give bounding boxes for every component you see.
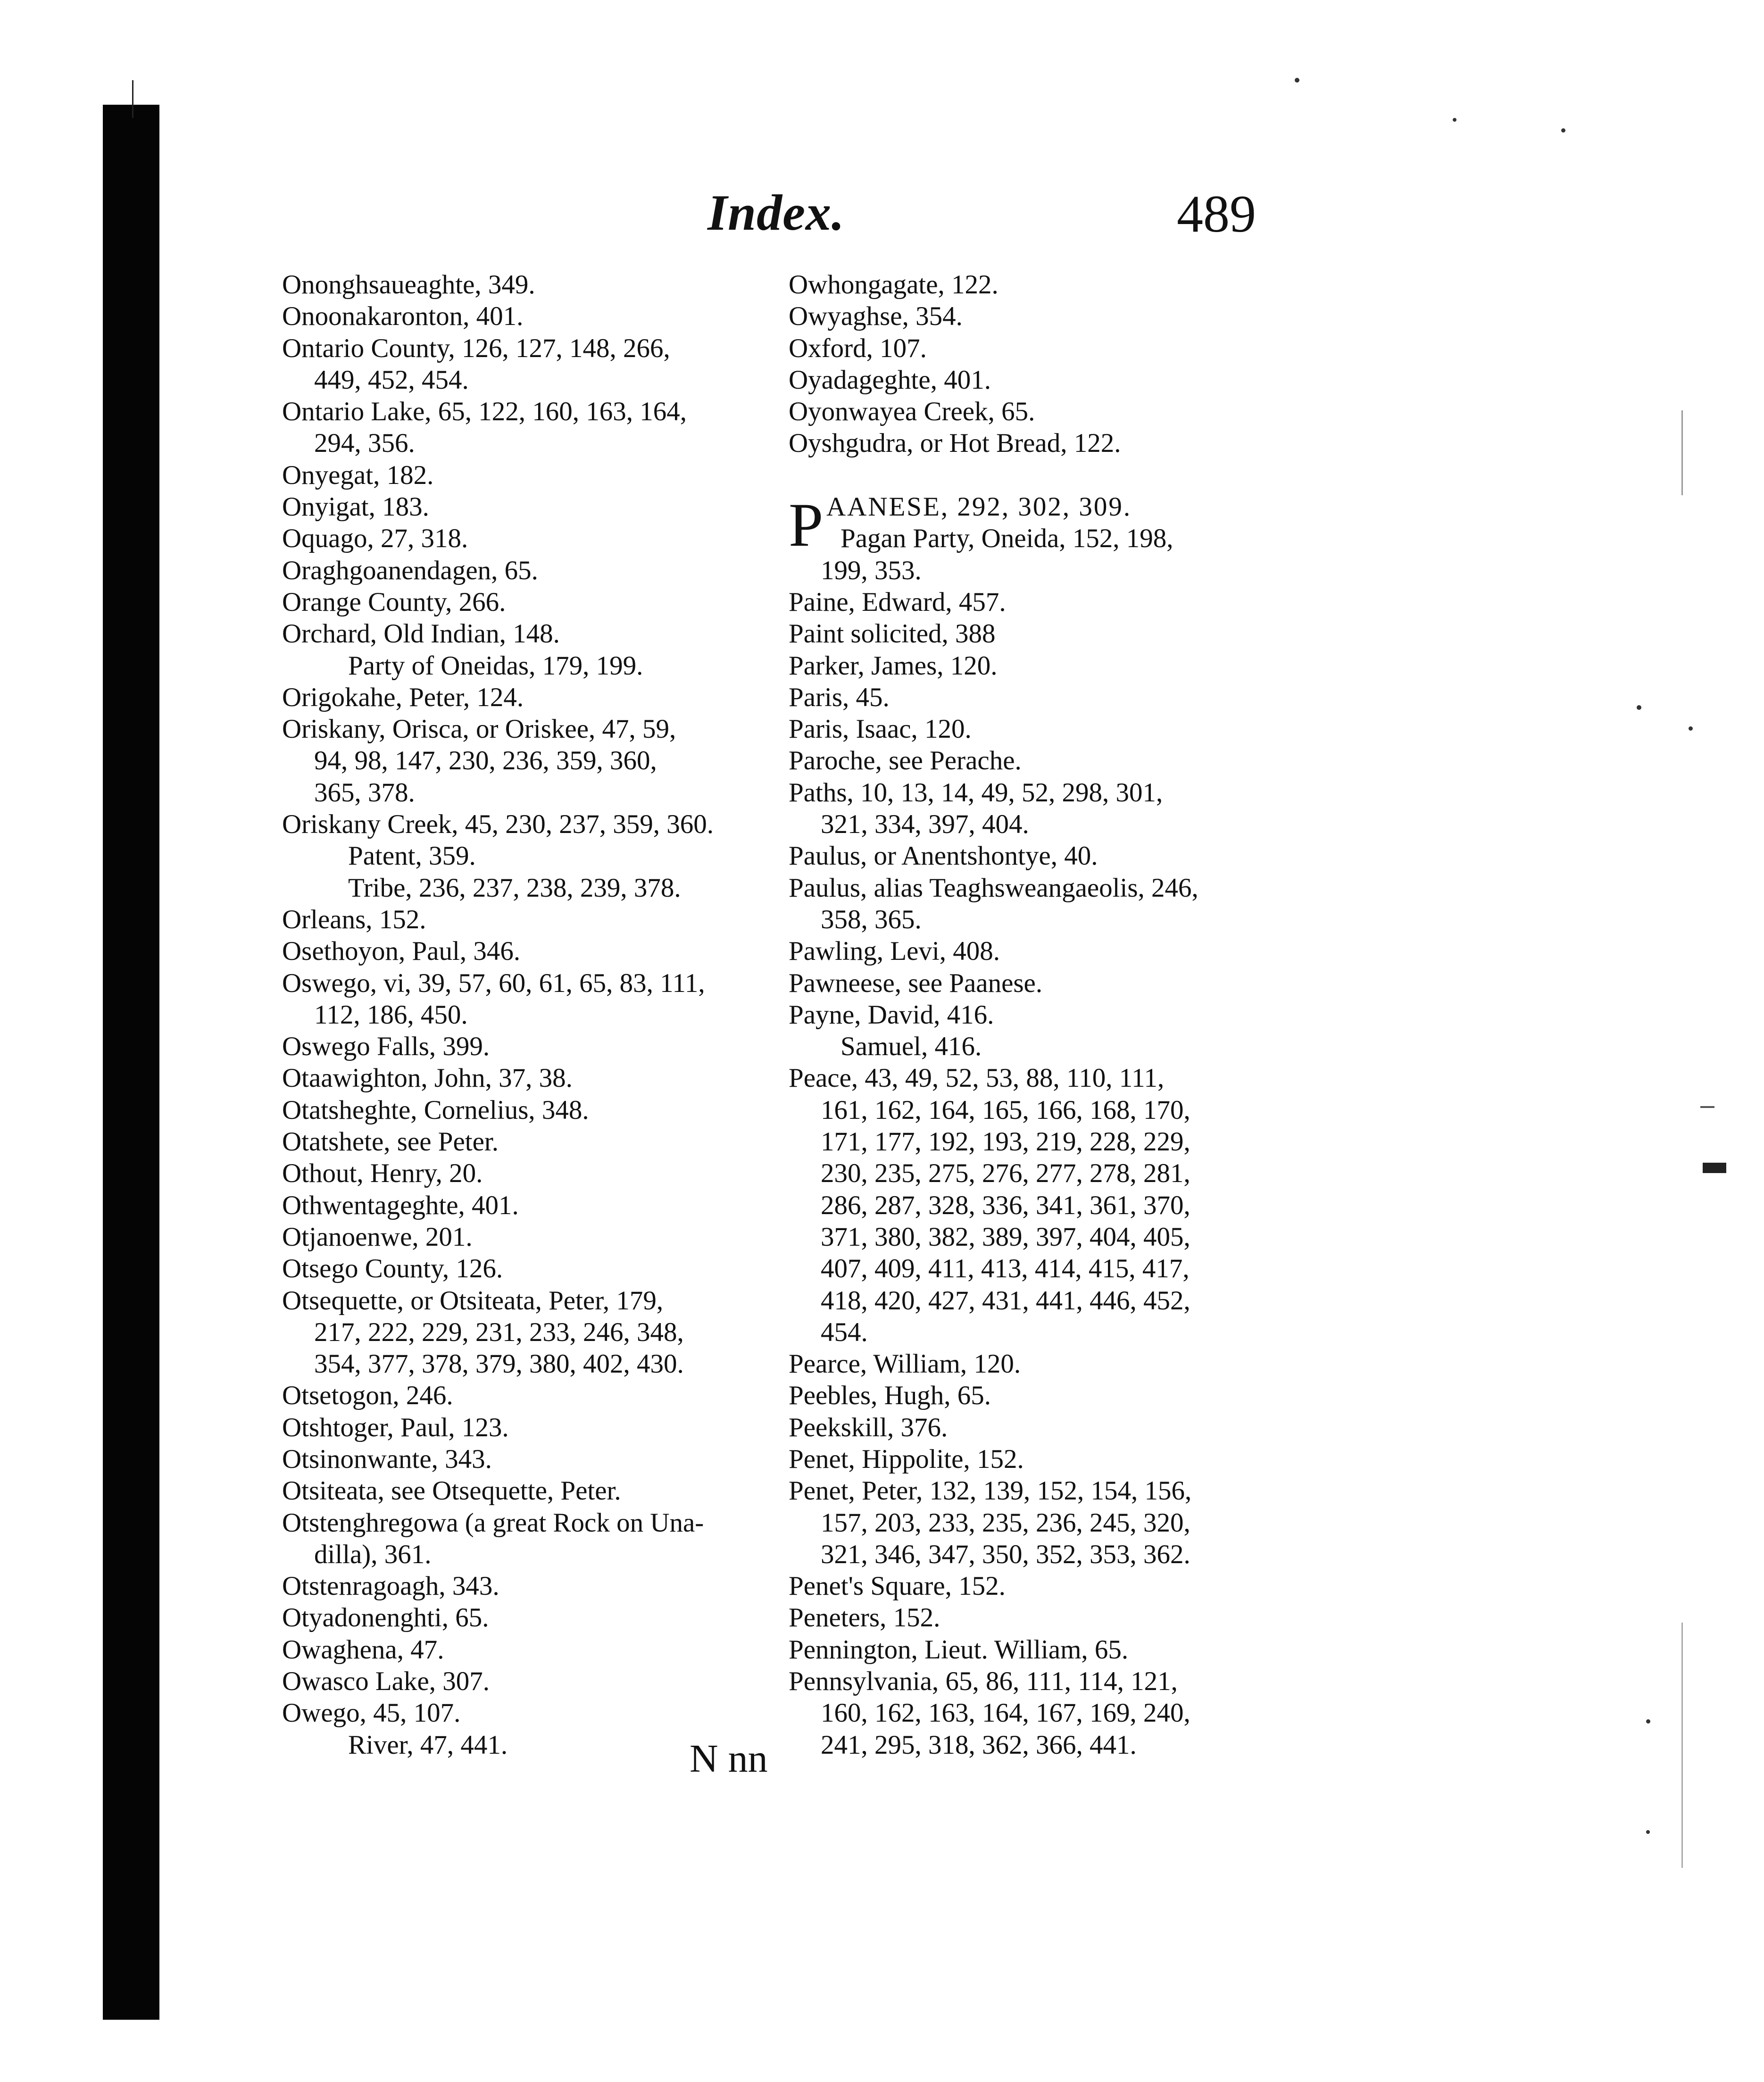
drop-cap-letter: P xyxy=(789,490,824,560)
index-entry: Orange County, 266. xyxy=(282,587,506,617)
scan-tick xyxy=(1681,1623,1683,1868)
index-entry: Peneters, 152. xyxy=(789,1603,940,1633)
index-entry: Paths, 10, 13, 14, 49, 52, 298, 301, xyxy=(789,777,1163,808)
scan-speck xyxy=(1646,1719,1650,1724)
index-entry: Otaawighton, John, 37, 38. xyxy=(282,1063,573,1093)
index-entry: Paulus, or Anentshontye, 40. xyxy=(789,841,1098,871)
scan-speck xyxy=(1453,118,1456,122)
index-entry-continuation: 365, 378. xyxy=(314,777,415,808)
index-entry: Oriskany, Orisca, or Oriskee, 47, 59, xyxy=(282,714,676,744)
page-edge-mark xyxy=(132,80,133,118)
index-entry: Pearce, William, 120. xyxy=(789,1349,1021,1379)
index-entry: AANESE, 292, 302, 309. xyxy=(826,492,1132,522)
index-entry-continuation: 171, 177, 192, 193, 219, 228, 229, xyxy=(821,1127,1190,1157)
index-entry: Otsetogon, 246. xyxy=(282,1381,453,1411)
index-entry: Paris, 45. xyxy=(789,682,890,712)
index-block-p-entries xyxy=(789,523,1284,1761)
index-entry: Otshtoger, Paul, 123. xyxy=(282,1412,509,1442)
index-entry: Pawneese, see Paanese. xyxy=(789,968,1043,998)
index-entry: Otsequette, or Otsiteata, Peter, 179, xyxy=(282,1285,664,1316)
index-entry: Orleans, 152. xyxy=(282,904,426,934)
scan-tick xyxy=(1700,1106,1714,1108)
index-entry: Origokahe, Peter, 124. xyxy=(282,682,524,712)
index-entry: Pennington, Lieut. William, 65. xyxy=(789,1634,1129,1665)
index-entry: Owasco Lake, 307. xyxy=(282,1666,490,1697)
index-entry: Otsego County, 126. xyxy=(282,1254,503,1284)
index-entry: Penet's Square, 152. xyxy=(789,1571,1006,1601)
scan-speck xyxy=(1646,1830,1650,1834)
page-title: Index. xyxy=(707,185,845,241)
index-entry: Otsinonwante, 343. xyxy=(282,1444,492,1474)
index-entry: Parker, James, 120. xyxy=(789,650,998,681)
index-entry: Otjanoenwe, 201. xyxy=(282,1222,473,1252)
signature-mark: N nn xyxy=(690,1737,768,1781)
index-subentry: Patent, 359. xyxy=(348,841,476,871)
index-subentry: River, 47, 441. xyxy=(348,1730,508,1760)
index-entry-continuation: 112, 186, 450. xyxy=(314,999,468,1030)
index-entry: Oriskany Creek, 45, 230, 237, 359, 360. xyxy=(282,809,714,840)
index-entry: Oquago, 27, 318. xyxy=(282,524,468,554)
scan-tick xyxy=(1703,1163,1726,1173)
index-entry: Oyshgudra, or Hot Bread, 122. xyxy=(789,428,1121,458)
index-entry: Otatshete, see Peter. xyxy=(282,1127,499,1157)
index-entry-continuation: 94, 98, 147, 230, 236, 359, 360, xyxy=(314,746,657,776)
index-entry: Peekskill, 376. xyxy=(789,1412,948,1442)
index-entry-continuation: 358, 365. xyxy=(821,904,922,934)
index-entry-continuation: 354, 377, 378, 379, 380, 402, 430. xyxy=(314,1349,684,1379)
index-entry-continuation: 294, 356. xyxy=(314,428,415,458)
index-subentry: Party of Oneidas, 179, 199. xyxy=(348,650,643,681)
index-entry: Othwentageghte, 401. xyxy=(282,1190,519,1220)
binding-shadow xyxy=(103,105,159,2020)
scan-speck xyxy=(1637,705,1641,710)
index-entry-continuation: 157, 203, 233, 235, 236, 245, 320, xyxy=(821,1507,1190,1538)
index-subentry: Tribe, 236, 237, 238, 239, 378. xyxy=(348,873,681,903)
index-entry: Paris, Isaac, 120. xyxy=(789,714,972,744)
index-entry: Otyadonenghti, 65. xyxy=(282,1603,489,1633)
index-entry: Penet, Hippolite, 152. xyxy=(789,1444,1024,1474)
index-entry: Owhongagate, 122. xyxy=(789,270,998,300)
index-entry: Orchard, Old Indian, 148. xyxy=(282,619,560,649)
scan-speck xyxy=(1295,78,1299,83)
index-entry: Ontario Lake, 65, 122, 160, 163, 164, xyxy=(282,397,687,427)
index-column-left xyxy=(282,269,768,1761)
index-entry-continuation: 217, 222, 229, 231, 233, 246, 348, xyxy=(314,1317,684,1347)
index-entry-continuation: 286, 287, 328, 336, 341, 361, 370, xyxy=(821,1190,1190,1220)
index-entry-continuation: 407, 409, 411, 413, 414, 415, 417, xyxy=(821,1254,1190,1284)
index-entry: Ononghsaueaghte, 349. xyxy=(282,270,535,300)
index-entry: Oswego Falls, 399. xyxy=(282,1032,490,1062)
index-entry: Oxford, 107. xyxy=(789,333,927,363)
index-entry: Pennsylvania, 65, 86, 111, 114, 121, xyxy=(789,1666,1178,1697)
index-entry: Paroche, see Perache. xyxy=(789,746,1022,776)
index-entry: Otsiteata, see Otsequette, Peter. xyxy=(282,1476,621,1506)
index-block-o-entries xyxy=(789,269,1284,459)
index-entry: Payne, David, 416. xyxy=(789,999,994,1030)
index-column-right xyxy=(789,269,1284,1761)
index-entry: Othout, Henry, 20. xyxy=(282,1158,483,1189)
index-entry: Paine, Edward, 457. xyxy=(789,587,1006,617)
index-entry: Oyonwayea Creek, 65. xyxy=(789,397,1035,427)
index-subentry: Pagan Party, Oneida, 152, 198, xyxy=(840,524,1173,554)
index-entry: Otstenragoagh, 343. xyxy=(282,1571,499,1601)
index-entry-continuation: 418, 420, 427, 431, 441, 446, 452, xyxy=(821,1285,1190,1316)
index-entry-continuation: 199, 353. xyxy=(821,555,922,585)
index-entry-continuation: 321, 346, 347, 350, 352, 353, 362. xyxy=(821,1539,1190,1569)
index-entry: Peebles, Hugh, 65. xyxy=(789,1381,991,1411)
index-entry: Oraghgoanendagen, 65. xyxy=(282,555,538,585)
section-gap xyxy=(789,459,1284,491)
page-number: 489 xyxy=(1177,185,1256,243)
index-entry-continuation: 230, 235, 275, 276, 277, 278, 281, xyxy=(821,1158,1190,1189)
index-entry-continuation: 454. xyxy=(821,1317,868,1347)
scan-speck xyxy=(1689,726,1693,731)
index-entry-continuation: 241, 295, 318, 362, 366, 441. xyxy=(821,1730,1137,1760)
index-entry: Paulus, alias Teaghsweangaeolis, 246, xyxy=(789,873,1198,903)
index-entry-continuation: 160, 162, 163, 164, 167, 169, 240, xyxy=(821,1698,1190,1728)
index-entry: Paint solicited, 388 xyxy=(789,619,996,649)
index-entry-continuation: dilla), 361. xyxy=(314,1539,432,1569)
index-entry: Penet, Peter, 132, 139, 152, 154, 156, xyxy=(789,1476,1192,1506)
index-entry: Otatsheghte, Cornelius, 348. xyxy=(282,1095,589,1125)
index-entry-continuation: 161, 162, 164, 165, 166, 168, 170, xyxy=(821,1095,1190,1125)
index-entry-continuation: 321, 334, 397, 404. xyxy=(821,809,1029,840)
index-entry: Onyigat, 183. xyxy=(282,492,429,522)
index-entry: Oyadageghte, 401. xyxy=(789,365,991,395)
index-entry: Owego, 45, 107. xyxy=(282,1698,461,1728)
index-entry: Owaghena, 47. xyxy=(282,1634,444,1665)
index-entry-continuation: 449, 452, 454. xyxy=(314,365,469,395)
scan-speck xyxy=(1561,128,1565,133)
index-entry: Osethoyon, Paul, 346. xyxy=(282,936,521,966)
index-entry: Peace, 43, 49, 52, 53, 88, 110, 111, xyxy=(789,1063,1165,1093)
index-subentry: Samuel, 416. xyxy=(840,1032,982,1062)
scan-tick xyxy=(1681,410,1683,495)
index-entry: Pawling, Levi, 408. xyxy=(789,936,1000,966)
index-entry: Oswego, vi, 39, 57, 60, 61, 65, 83, 111, xyxy=(282,968,705,998)
index-entry: Owyaghse, 354. xyxy=(789,301,963,332)
index-entry: Otstenghregowa (a great Rock on Una- xyxy=(282,1507,704,1538)
index-entry-continuation: 371, 380, 382, 389, 397, 404, 405, xyxy=(821,1222,1190,1252)
index-entry: Onoonakaronton, 401. xyxy=(282,301,524,332)
index-entry: Ontario County, 126, 127, 148, 266, xyxy=(282,333,670,363)
index-entry: Onyegat, 182. xyxy=(282,460,434,490)
